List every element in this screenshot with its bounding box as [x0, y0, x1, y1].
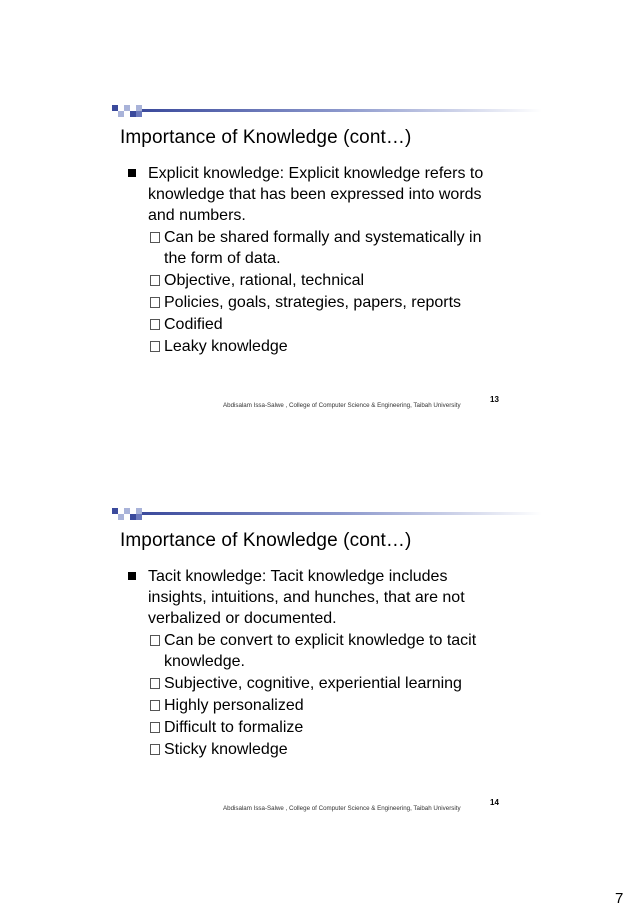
slide-number: 13: [490, 395, 499, 404]
main-bullet: [128, 163, 498, 226]
box-bullet-icon: [150, 678, 160, 689]
box-bullet-icon: [150, 319, 160, 330]
slide-number: 14: [490, 798, 499, 807]
box-bullet-icon: [150, 232, 160, 243]
box-bullet-icon: [150, 297, 160, 308]
slide-title: Importance of Knowledge (cont…): [120, 127, 412, 148]
slide-footer: Abdisalam Issa-Salwe , College of Computer Science & Engineering, Taibah University: [223, 402, 461, 409]
sub-bullet: Leaky knowledge: [128, 336, 498, 357]
page-number: 7: [615, 890, 624, 907]
box-bullet-icon: [150, 700, 160, 711]
sub-bullet: Objective, rational, technical: [128, 270, 498, 291]
sub-bullet: Subjective, cognitive, experiential learning: [128, 673, 498, 694]
box-bullet-icon: [150, 275, 160, 286]
main-bullet-text: Explicit knowledge: Explicit knowledge refers to knowledge that has been expressed into words and numbers.: [148, 165, 484, 224]
main-bullet-text: Tacit knowledge: Tacit knowledge includes insights, intuitions, and hunches, that are not verbalized or documented.: [148, 568, 465, 627]
sub-bullet: Sticky knowledge: [128, 739, 498, 760]
sub-bullet: Difficult to formalize: [128, 717, 498, 738]
title-decoration-bar: [112, 508, 542, 524]
sub-bullet: Policies, goals, strategies, papers, reports: [128, 292, 498, 313]
sub-bullet: Codified: [128, 314, 498, 335]
slide-title: Importance of Knowledge (cont…): [120, 530, 412, 551]
square-bullet-icon: [128, 572, 136, 580]
square-bullet-icon: [128, 169, 136, 177]
bullet-list: [128, 566, 498, 760]
title-decoration-bar: [112, 105, 542, 121]
bullet-list: [128, 163, 498, 357]
sub-bullet: Highly personalized: [128, 695, 498, 716]
main-bullet: [128, 566, 498, 629]
slide-footer: Abdisalam Issa-Salwe , College of Computer Science & Engineering, Taibah University: [223, 805, 461, 812]
box-bullet-icon: [150, 744, 160, 755]
box-bullet-icon: [150, 722, 160, 733]
slide-14: [0, 498, 638, 898]
slide-13: [0, 95, 638, 495]
sub-bullet: Can be shared formally and systematically in the form of data.: [128, 227, 498, 269]
box-bullet-icon: [150, 341, 160, 352]
sub-bullet: Can be convert to explicit knowledge to tacit knowledge.: [128, 630, 498, 672]
box-bullet-icon: [150, 635, 160, 646]
